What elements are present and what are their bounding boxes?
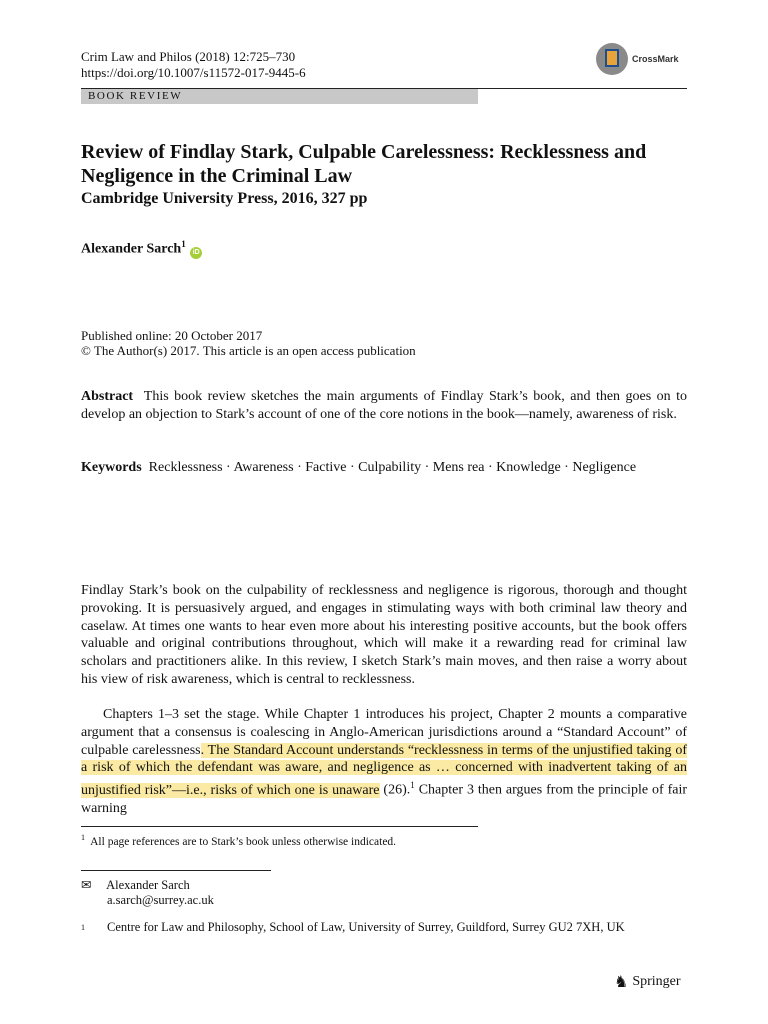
crossmark-label: CrossMark bbox=[632, 54, 679, 64]
correspondence-email[interactable]: a.sarch@surrey.ac.uk bbox=[107, 893, 214, 907]
springer-horse-icon: ♞ bbox=[614, 974, 629, 991]
footnote-ref-1[interactable]: 1 bbox=[410, 780, 415, 791]
footnote-rule bbox=[81, 826, 478, 827]
abstract-text: This book review sketches the main arguments of Findlay Stark’s book, and then goes on to develop an objection to Stark’s account of one of the core notions in the book—namely, awareness of risk. bbox=[81, 389, 687, 422]
article-title: Review of Findlay Stark, Culpable Carelessness: Recklessness and Negligence in the Criminal Law bbox=[81, 141, 647, 187]
body-p2-text: Chapters 1–3 set the stage. While Chapter 1 introduces his project, Chapter 2 mounts a comparative argument that a consensus is coalescing in Anglo-American jurisdictions around a “Standard Account” of culpable carelessness bbox=[81, 707, 687, 758]
highlighted-quote: . The Standard Account understands “recklessness in terms of the unjustified taking of a risk of which the defendant was aware, and negligence as … concerned with inadvertent taking of an unjustified risk”—i.e., risks of which one is unaware bbox=[81, 742, 687, 798]
keywords-label: Keywords bbox=[81, 460, 142, 475]
abstract-label: Abstract bbox=[81, 389, 134, 404]
abstract bbox=[81, 388, 687, 424]
article-subtitle: Cambridge University Press, 2016, 327 pp bbox=[81, 190, 368, 207]
affiliation-number: 1 bbox=[81, 923, 85, 932]
copyright-notice: © The Author(s) 2017. This article is an open access publication bbox=[81, 343, 416, 358]
footnote-number: 1 bbox=[81, 833, 85, 842]
author-name[interactable]: Alexander Sarch bbox=[81, 241, 182, 257]
correspondence-rule bbox=[81, 870, 271, 871]
envelope-icon: ✉ bbox=[81, 878, 92, 892]
keywords-text: Recklessness · Awareness · Factive · Culpability · Mens rea · Knowledge · Negligence bbox=[148, 460, 637, 475]
orcid-icon[interactable]: iD bbox=[190, 247, 202, 259]
springer-logo bbox=[614, 972, 681, 992]
affiliation bbox=[81, 920, 681, 935]
body-p2-citation: (26). bbox=[379, 782, 411, 798]
author-affiliation-marker: 1 bbox=[181, 239, 186, 249]
published-date: Published online: 20 October 2017 bbox=[81, 328, 263, 343]
doi-link[interactable]: https://doi.org/10.1007/s11572-017-9445-6 bbox=[81, 65, 306, 80]
crossmark-icon bbox=[596, 43, 628, 75]
author-line bbox=[81, 235, 202, 259]
correspondence bbox=[81, 878, 214, 908]
section-bar bbox=[81, 89, 478, 104]
body-paragraph-2 bbox=[81, 706, 687, 817]
publication-info bbox=[81, 328, 416, 358]
footnote-text: All page references are to Stark’s book unless otherwise indicated. bbox=[90, 835, 397, 848]
affiliation-text: Centre for Law and Philosophy, School of Law, University of Surrey, Guildford, Surrey GU2 7XH, UK bbox=[107, 920, 625, 934]
correspondence-name: Alexander Sarch bbox=[106, 878, 190, 892]
crossmark-badge[interactable] bbox=[596, 42, 716, 76]
publisher-name: Springer bbox=[632, 974, 681, 989]
section-label: BOOK REVIEW bbox=[88, 90, 183, 102]
journal-citation: Crim Law and Philos (2018) 12:725–730 bbox=[81, 49, 296, 64]
keywords bbox=[81, 459, 687, 477]
body-p2-continuation: Chapter 3 then argues from the principle of fair warning bbox=[81, 782, 688, 816]
body-paragraph-1: Findlay Stark’s book on the culpability of recklessness and negligence is rigorous, thorough and thought provoking. It is persuasively argued, and engages in stimulating ways with both criminal law theory and caselaw. At times one wants to hear even more about his interesting positive accounts, but the book offers valuable and original contributions throughout, which will make it a rewarding read for criminal law scholars and practitioners alike. In this review, I sketch Stark’s main moves, and then raise a worry about his view of risk awareness, which is central to recklessness. bbox=[81, 583, 687, 687]
footnote-1 bbox=[81, 831, 396, 849]
